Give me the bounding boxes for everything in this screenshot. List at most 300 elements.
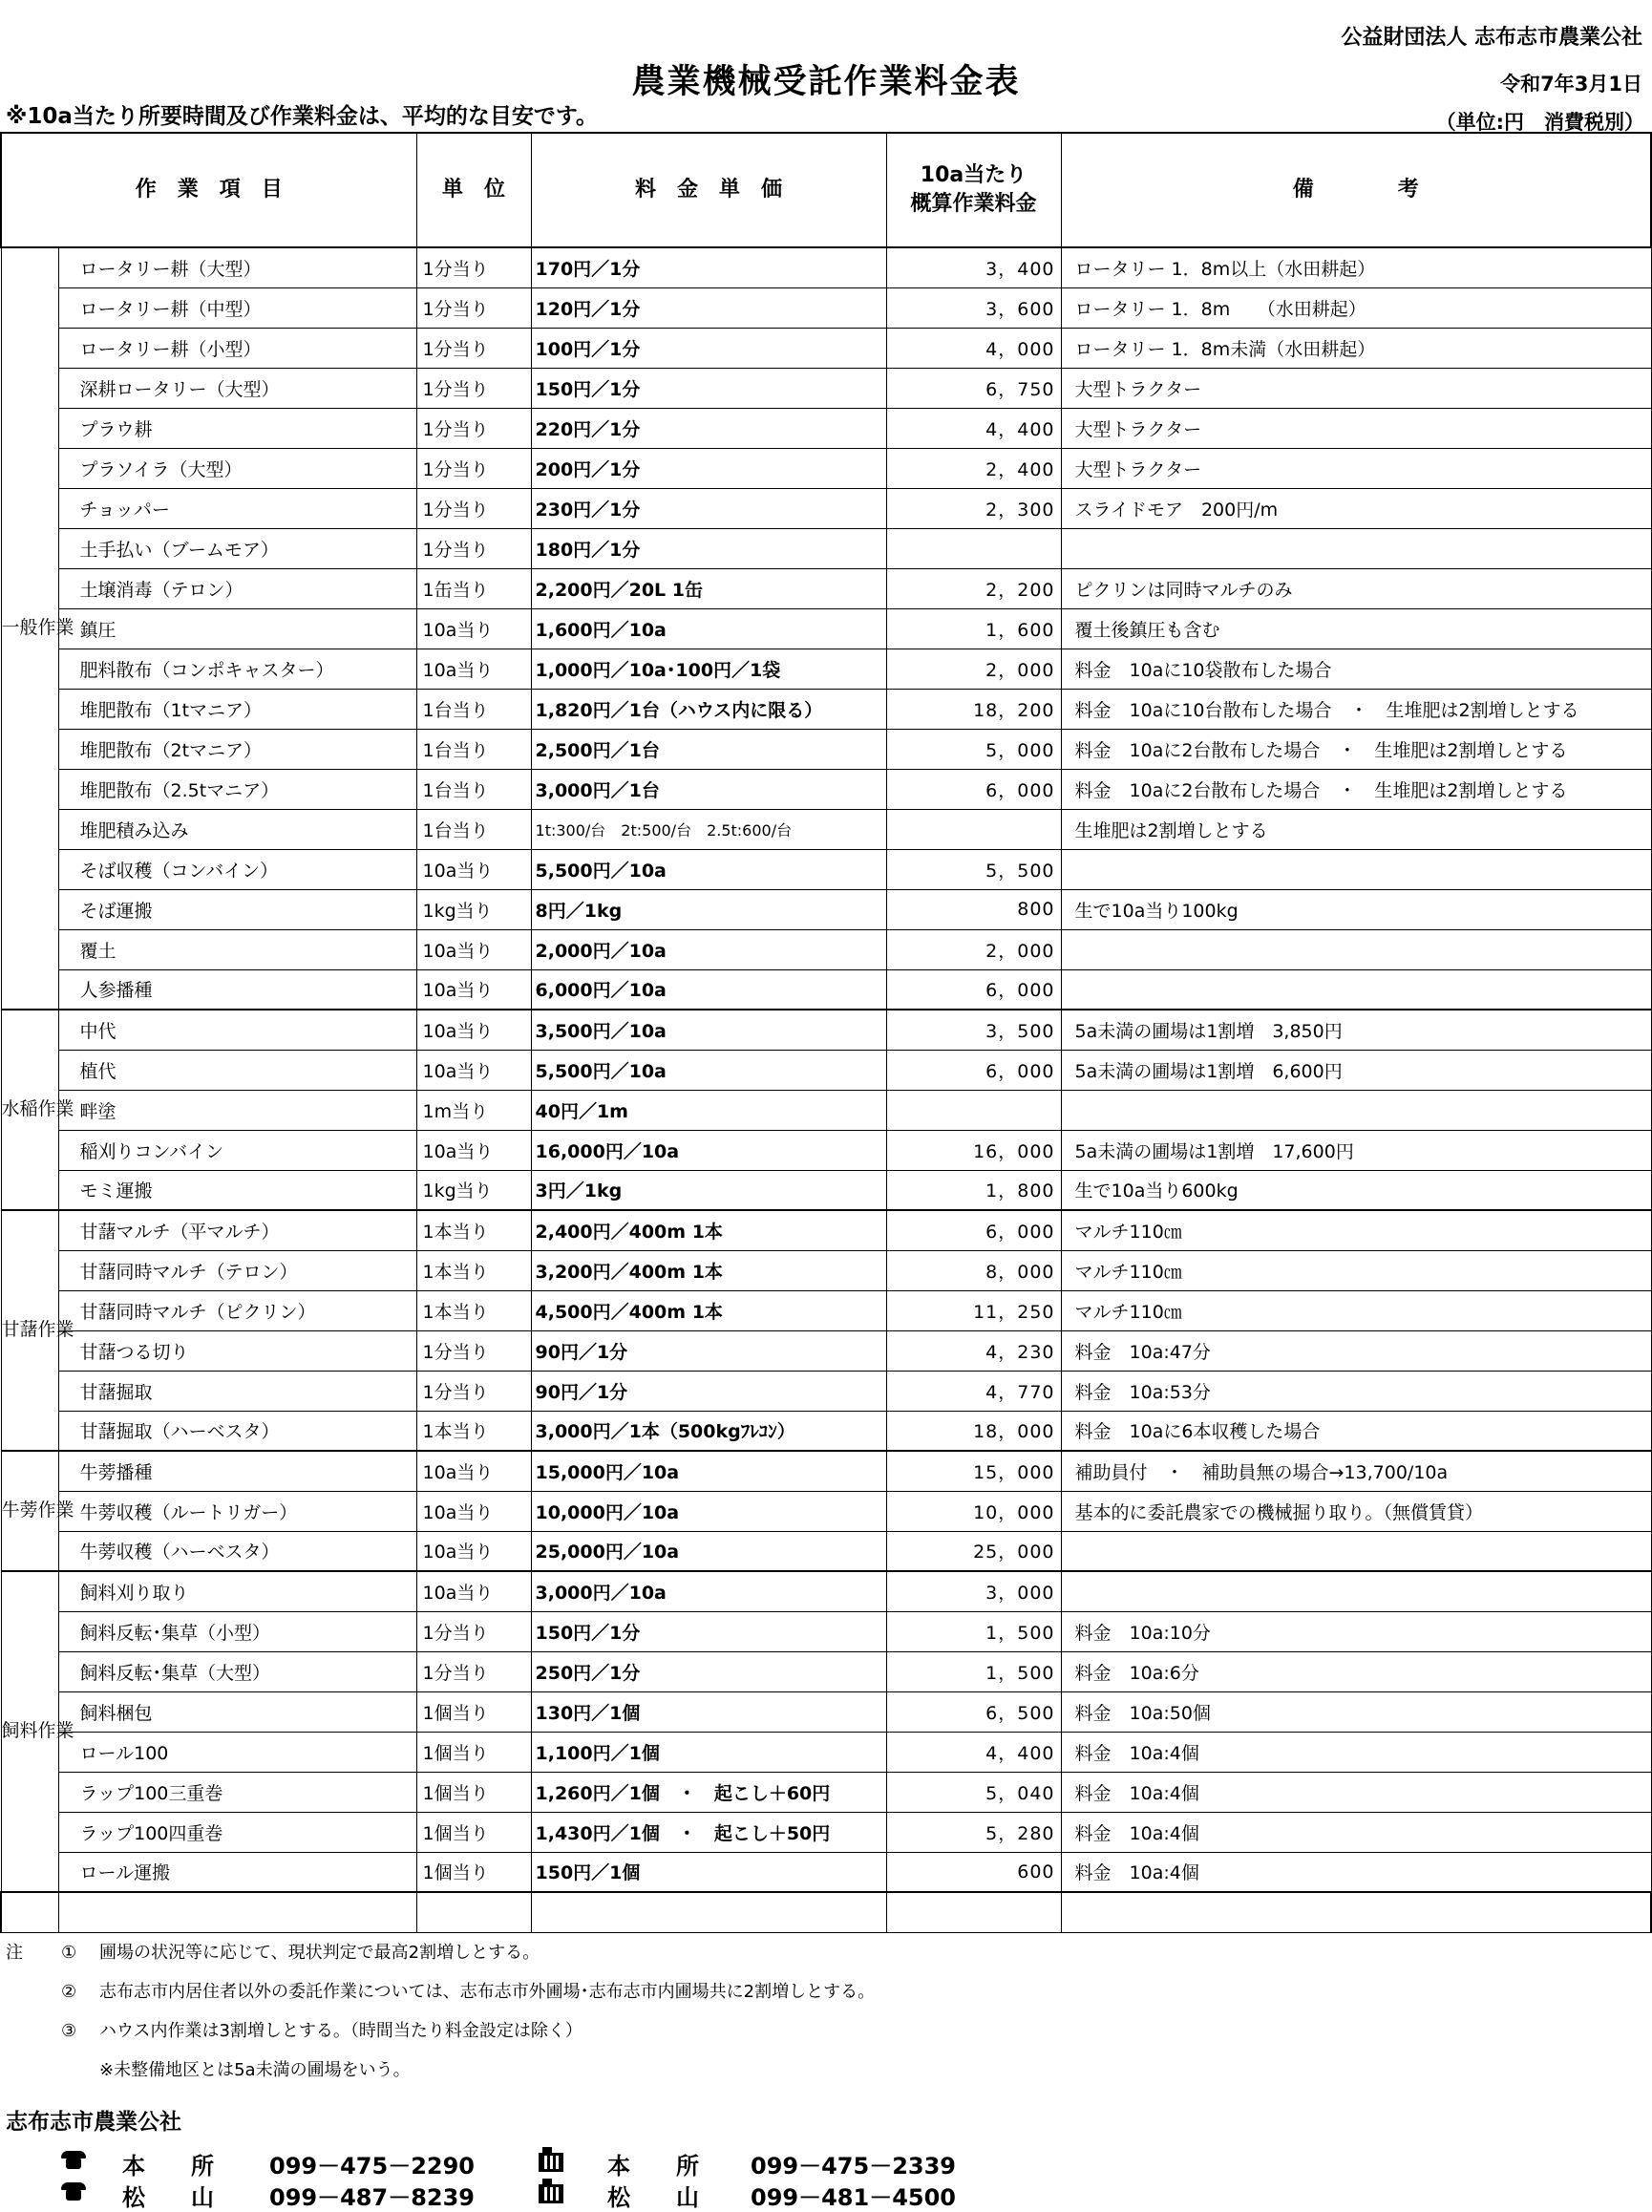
fee-table	[0, 132, 1652, 1933]
fee-cell	[886, 1090, 1061, 1130]
telephone-icon	[61, 2149, 86, 2170]
remark-cell: ロータリー 1．8m以上（水田耕起）	[1061, 247, 1651, 287]
table-row	[1, 328, 1651, 368]
item-cell: チョッパー	[58, 488, 416, 528]
remark-cell: 料金 10aに10袋散布した場合	[1061, 649, 1651, 689]
item-cell: 甘藷マルチ（平マルチ）	[58, 1210, 416, 1250]
unit-cell: 10a当り	[416, 1451, 531, 1491]
item-cell: ラップ100四重巻	[58, 1812, 416, 1852]
table-row	[1, 889, 1651, 929]
unit-cell: 10a当り	[416, 969, 531, 1010]
unit-cell: 1分当り	[416, 247, 531, 287]
unit-cell: 1本当り	[416, 1210, 531, 1250]
category-label: 水稲作業	[1, 1010, 58, 1210]
fee-cell: 2，300	[886, 488, 1061, 528]
price-cell: 6,000円／10a	[531, 969, 886, 1010]
item-cell: 植代	[58, 1050, 416, 1090]
table-body	[1, 247, 1651, 1932]
unit-cell: 1m当り	[416, 1090, 531, 1130]
price-cell: 2,200円／20L 1缶	[531, 568, 886, 608]
price-cell: 3,500円／10a	[531, 1010, 886, 1050]
table-row	[1, 1210, 1651, 1250]
table-row	[1, 969, 1651, 1010]
note-text: ハウス内作業は3割増しとする。（時間当たり料金設定は除く）	[99, 2021, 582, 2041]
price-cell: 250円／1分	[531, 1651, 886, 1691]
table-row	[1, 769, 1651, 809]
item-cell: 深耕ロータリー（大型）	[58, 368, 416, 408]
price-cell: 1,000円／10a･100円／1袋	[531, 649, 886, 689]
table-row	[1, 568, 1651, 608]
table-row	[1, 448, 1651, 488]
remark-cell: 覆土後鎮圧も含む	[1061, 608, 1651, 649]
item-cell: 堆肥散布（2tマニア）	[58, 729, 416, 769]
note-line	[6, 2017, 875, 2056]
price-cell: 180円／1分	[531, 528, 886, 568]
remark-cell: マルチ110㎝	[1061, 1290, 1651, 1330]
table-header-row	[1, 133, 1651, 247]
fee-cell: 1，800	[886, 1170, 1061, 1210]
remark-cell: 生堆肥は2割増しとする	[1061, 809, 1651, 849]
table-row	[1, 1451, 1651, 1491]
fee-cell: 3，000	[886, 1571, 1061, 1611]
contact-row	[61, 2179, 1016, 2211]
item-cell: ロータリー耕（大型）	[58, 247, 416, 287]
unit-cell: 1分当り	[416, 368, 531, 408]
price-cell: 3円／1kg	[531, 1170, 886, 1210]
item-cell: そば運搬	[58, 889, 416, 929]
category-label: 甘藷作業	[1, 1210, 58, 1451]
fee-cell: 2，200	[886, 568, 1061, 608]
fee-cell: 6，000	[886, 969, 1061, 1010]
note-number: ②	[61, 1982, 77, 2002]
price-cell: 3,000円／10a	[531, 1571, 886, 1611]
fax-icon	[539, 2179, 565, 2203]
table-row	[1, 1812, 1651, 1852]
remark-cell: 料金 10a:4個	[1061, 1732, 1651, 1772]
tel-number: 099－475－2290	[269, 2153, 475, 2180]
remark-cell: 大型トラクター	[1061, 408, 1651, 448]
price-cell: 10,000円／10a	[531, 1491, 886, 1531]
note-text: 志布志市内居住者以外の委託作業については、志布志市外圃場･志布志市内圃場共に2割増しとする。	[99, 1982, 876, 2002]
item-cell: 稲刈りコンバイン	[58, 1130, 416, 1170]
unit-cell: 10a当り	[416, 1050, 531, 1090]
table-row	[1, 1571, 1651, 1611]
unit-cell: 1kg当り	[416, 1170, 531, 1210]
item-cell: ロール100	[58, 1732, 416, 1772]
table-row	[1, 1010, 1651, 1050]
remark-cell: 生で10a当り100kg	[1061, 889, 1651, 929]
fee-cell: 4，770	[886, 1371, 1061, 1411]
remark-cell: 料金 10a:47分	[1061, 1330, 1651, 1371]
price-cell: 100円／1分	[531, 328, 886, 368]
price-cell: 150円／1分	[531, 1611, 886, 1651]
unit-cell: 1分当り	[416, 448, 531, 488]
price-cell: 90円／1分	[531, 1371, 886, 1411]
fee-cell	[886, 528, 1061, 568]
fee-cell: 6，000	[886, 1210, 1061, 1250]
table-row	[1, 368, 1651, 408]
fee-cell: 15，000	[886, 1451, 1061, 1491]
item-cell: 甘藷同時マルチ（テロン）	[58, 1250, 416, 1290]
fee-cell: 11，250	[886, 1290, 1061, 1330]
table-row	[1, 1371, 1651, 1411]
header-fee-line1: 10a当たり	[920, 163, 1027, 188]
price-cell: 16,000円／10a	[531, 1130, 886, 1170]
fee-cell: 10，000	[886, 1491, 1061, 1531]
item-cell: 堆肥積み込み	[58, 809, 416, 849]
unit-cell: 1個当り	[416, 1812, 531, 1852]
unit-cell: 1分当り	[416, 1651, 531, 1691]
item-cell: 畔塗	[58, 1090, 416, 1130]
fax-number: 099－475－2339	[751, 2153, 956, 2180]
remark-cell: 料金 10a:4個	[1061, 1852, 1651, 1892]
contact-row	[61, 2147, 1016, 2180]
table-row	[1, 1130, 1651, 1170]
unit-cell: 1本当り	[416, 1411, 531, 1451]
fee-cell: 6，000	[886, 769, 1061, 809]
price-cell: 220円／1分	[531, 408, 886, 448]
remark-cell: 料金 10a:53分	[1061, 1371, 1651, 1411]
fax-icon	[539, 2147, 565, 2172]
table-row	[1, 729, 1651, 769]
table-row	[1, 1290, 1651, 1330]
unit-note: （単位:円 消費税別）	[1435, 111, 1644, 134]
price-cell: 150円／1分	[531, 368, 886, 408]
table-row	[1, 1090, 1651, 1130]
unit-cell: 1個当り	[416, 1691, 531, 1732]
table-row	[1, 528, 1651, 568]
fee-cell: 6，500	[886, 1691, 1061, 1732]
remark-cell	[1061, 969, 1651, 1010]
fee-cell: 600	[886, 1852, 1061, 1892]
fee-cell: 4，400	[886, 1732, 1061, 1772]
unit-cell: 1分当り	[416, 488, 531, 528]
unit-cell: 1分当り	[416, 528, 531, 568]
item-cell: 覆土	[58, 929, 416, 969]
unit-cell: 1本当り	[416, 1250, 531, 1290]
price-cell: 40円／1m	[531, 1090, 886, 1130]
item-cell: 肥料散布（コンポキャスター）	[58, 649, 416, 689]
telephone-icon	[61, 2180, 86, 2201]
unit-cell: 1台当り	[416, 769, 531, 809]
fee-cell: 2，000	[886, 649, 1061, 689]
fee-cell: 5，000	[886, 729, 1061, 769]
remark-cell: 料金 10a:50個	[1061, 1691, 1651, 1732]
header-unit: 単 位	[416, 133, 531, 247]
table-row	[1, 1772, 1651, 1812]
fee-cell: 5，500	[886, 849, 1061, 889]
price-cell: 1,260円／1個 ・ 起こし＋60円	[531, 1772, 886, 1812]
unit-cell: 1台当り	[416, 689, 531, 729]
item-cell: そば収穫（コンバイン）	[58, 849, 416, 889]
blank-cell	[58, 1892, 416, 1932]
fee-cell: 5，280	[886, 1812, 1061, 1852]
remark-cell	[1061, 528, 1651, 568]
fee-cell: 1，600	[886, 608, 1061, 649]
fee-cell: 6，000	[886, 1050, 1061, 1090]
table-row	[1, 408, 1651, 448]
price-cell: 1,100円／1個	[531, 1732, 886, 1772]
price-cell: 1,430円／1個 ・ 起こし＋50円	[531, 1812, 886, 1852]
header-note: ※10a当たり所要時間及び作業料金は、平均的な目安です。	[6, 104, 599, 129]
table-row	[1, 247, 1651, 287]
item-cell: 堆肥散布（1tマニア）	[58, 689, 416, 729]
note-text: 圃場の状況等に応じて、現状判定で最高2割増しとする。	[99, 1943, 540, 1963]
fax-label: 松 山	[607, 2184, 699, 2211]
unit-cell: 1分当り	[416, 1611, 531, 1651]
footer-org-name: 志布志市農業公社	[6, 2110, 181, 2135]
header-price: 料 金 単 価	[531, 133, 886, 247]
fee-cell: 4，230	[886, 1330, 1061, 1371]
fee-cell: 3，600	[886, 287, 1061, 328]
fee-cell: 8，000	[886, 1250, 1061, 1290]
unit-cell: 10a当り	[416, 1571, 531, 1611]
remark-cell	[1061, 1571, 1651, 1611]
remark-cell	[1061, 1531, 1651, 1571]
price-cell: 130円／1個	[531, 1691, 886, 1732]
item-cell: ロータリー耕（小型）	[58, 328, 416, 368]
table-row	[1, 1330, 1651, 1371]
remark-cell: 5a未満の圃場は1割増 17,600円	[1061, 1130, 1651, 1170]
remark-cell: 料金 10a:10分	[1061, 1611, 1651, 1651]
note-line	[6, 1939, 875, 1978]
price-cell: 90円／1分	[531, 1330, 886, 1371]
notes-section	[6, 1939, 875, 2095]
table-row	[1, 287, 1651, 328]
item-cell: プラウ耕	[58, 408, 416, 448]
table-row	[1, 1531, 1651, 1571]
remark-cell: 5a未満の圃場は1割増 6,600円	[1061, 1050, 1651, 1090]
table-row	[1, 1611, 1651, 1651]
price-cell: 150円／1個	[531, 1852, 886, 1892]
unit-cell: 1個当り	[416, 1772, 531, 1812]
note-mark: 注	[6, 1943, 23, 1963]
remark-cell	[1061, 849, 1651, 889]
price-cell: 3,000円／1本（500kgﾌﾚｺﾝ）	[531, 1411, 886, 1451]
fee-cell: 2，400	[886, 448, 1061, 488]
header-item: 作 業 項 目	[1, 133, 416, 247]
price-cell: 230円／1分	[531, 488, 886, 528]
table-row	[1, 1491, 1651, 1531]
item-cell: 飼料梱包	[58, 1691, 416, 1732]
price-cell: 120円／1分	[531, 287, 886, 328]
price-cell: 1t:300/台 2t:500/台 2.5t:600/台	[531, 809, 886, 849]
remark-cell: 料金 10aに6本収穫した場合	[1061, 1411, 1651, 1451]
price-cell: 170円／1分	[531, 247, 886, 287]
price-cell: 15,000円／10a	[531, 1451, 886, 1491]
remark-cell: マルチ110㎝	[1061, 1250, 1651, 1290]
table-row	[1, 488, 1651, 528]
fee-cell: 18，000	[886, 1411, 1061, 1451]
blank-cell	[886, 1892, 1061, 1932]
remark-cell: スライドモア 200円/m	[1061, 488, 1651, 528]
remark-cell: 料金 10a:4個	[1061, 1812, 1651, 1852]
unit-cell: 1台当り	[416, 729, 531, 769]
item-cell: 鎮圧	[58, 608, 416, 649]
note-number: ③	[61, 2021, 77, 2041]
price-cell: 5,500円／10a	[531, 849, 886, 889]
table-row	[1, 1411, 1651, 1451]
price-cell: 3,000円／1台	[531, 769, 886, 809]
item-cell: 土手払い（ブームモア）	[58, 528, 416, 568]
unit-cell: 10a当り	[416, 1130, 531, 1170]
unit-cell: 1分当り	[416, 408, 531, 448]
blank-row	[1, 1892, 1651, 1932]
fee-cell: 25，000	[886, 1531, 1061, 1571]
price-cell: 3,200円／400m 1本	[531, 1250, 886, 1290]
item-cell: 土壌消毒（テロン）	[58, 568, 416, 608]
table-row	[1, 849, 1651, 889]
remark-cell: 補助員付 ・ 補助員無の場合→13,700/10a	[1061, 1451, 1651, 1491]
remark-cell	[1061, 929, 1651, 969]
price-cell: 1,600円／10a	[531, 608, 886, 649]
price-cell: 25,000円／10a	[531, 1531, 886, 1571]
item-cell: 牛蒡収穫（ルートリガー）	[58, 1491, 416, 1531]
blank-cell	[531, 1892, 886, 1932]
remark-cell: 5a未満の圃場は1割増 3,850円	[1061, 1010, 1651, 1050]
table-row	[1, 1651, 1651, 1691]
table-row	[1, 809, 1651, 849]
price-cell: 2,500円／1台	[531, 729, 886, 769]
table-row	[1, 929, 1651, 969]
unit-cell: 10a当り	[416, 849, 531, 889]
remark-cell: マルチ110㎝	[1061, 1210, 1651, 1250]
fee-cell: 800	[886, 889, 1061, 929]
remark-cell: 料金 10aに2台散布した場合 ・ 生堆肥は2割増しとする	[1061, 769, 1651, 809]
item-cell: 牛蒡播種	[58, 1451, 416, 1491]
fee-cell: 3，500	[886, 1010, 1061, 1050]
category-label: 牛蒡作業	[1, 1451, 58, 1571]
remark-cell: 生で10a当り600kg	[1061, 1170, 1651, 1210]
tel-label: 松 山	[122, 2184, 214, 2211]
fax-number: 099－481－4500	[751, 2184, 956, 2211]
remark-cell: ロータリー 1．8m （水田耕起）	[1061, 287, 1651, 328]
unit-cell: 1分当り	[416, 328, 531, 368]
fee-cell: 2，000	[886, 929, 1061, 969]
unit-cell: 10a当り	[416, 929, 531, 969]
unit-cell: 10a当り	[416, 1010, 531, 1050]
blank-cell	[1061, 1892, 1651, 1932]
organization-name: 公益財団法人 志布志市農業公社	[1341, 26, 1642, 50]
unit-cell: 1本当り	[416, 1290, 531, 1330]
tel-label: 本 所	[122, 2153, 214, 2180]
item-cell: 甘藷掘取（ハーベスタ）	[58, 1411, 416, 1451]
remark-cell: 料金 10a:6分	[1061, 1651, 1651, 1691]
fee-cell: 5，040	[886, 1772, 1061, 1812]
unit-cell: 1缶当り	[416, 568, 531, 608]
item-cell: プラソイラ（大型）	[58, 448, 416, 488]
table-row	[1, 1691, 1651, 1732]
price-cell: 4,500円／400m 1本	[531, 1290, 886, 1330]
remark-cell: ロータリー 1．8m未満（水田耕起）	[1061, 328, 1651, 368]
fee-cell	[886, 809, 1061, 849]
fee-cell: 18，200	[886, 689, 1061, 729]
item-cell: ラップ100三重巻	[58, 1772, 416, 1812]
remark-cell: ピクリンは同時マルチのみ	[1061, 568, 1651, 608]
issue-date: 令和7年3月1日	[1500, 73, 1642, 96]
table-row	[1, 1732, 1651, 1772]
unit-cell: 1個当り	[416, 1852, 531, 1892]
note-line	[6, 1978, 875, 2017]
table-row	[1, 689, 1651, 729]
note-line	[6, 2056, 875, 2095]
item-cell: 人参播種	[58, 969, 416, 1010]
category-label: 一般作業	[1, 247, 58, 1010]
header-remark: 備 考	[1061, 133, 1651, 247]
item-cell: 堆肥散布（2.5tマニア）	[58, 769, 416, 809]
price-cell: 8円／1kg	[531, 889, 886, 929]
unit-cell: 1分当り	[416, 287, 531, 328]
item-cell: 甘藷掘取	[58, 1371, 416, 1411]
header-fee-line2: 概算作業料金	[910, 192, 1037, 216]
price-cell: 2,400円／400m 1本	[531, 1210, 886, 1250]
item-cell: 飼料反転･集草（大型）	[58, 1651, 416, 1691]
fee-cell: 4，000	[886, 328, 1061, 368]
fee-cell: 6，750	[886, 368, 1061, 408]
unit-cell: 10a当り	[416, 1531, 531, 1571]
remark-cell	[1061, 1090, 1651, 1130]
item-cell: ロール運搬	[58, 1852, 416, 1892]
price-cell: 5,500円／10a	[531, 1050, 886, 1090]
fee-cell: 1，500	[886, 1611, 1061, 1651]
fee-cell: 1，500	[886, 1651, 1061, 1691]
blank-cell	[416, 1892, 531, 1932]
item-cell: 飼料反転･集草（小型）	[58, 1611, 416, 1651]
fee-cell: 16，000	[886, 1130, 1061, 1170]
item-cell: モミ運搬	[58, 1170, 416, 1210]
table-row	[1, 1050, 1651, 1090]
unit-cell: 1台当り	[416, 809, 531, 849]
unit-cell: 10a当り	[416, 608, 531, 649]
table-row	[1, 1250, 1651, 1290]
item-cell: 甘藷つる切り	[58, 1330, 416, 1371]
price-cell: 1,820円／1台（ハウス内に限る）	[531, 689, 886, 729]
remark-cell: 大型トラクター	[1061, 368, 1651, 408]
remark-cell: 料金 10a:4個	[1061, 1772, 1651, 1812]
blank-cell	[1, 1892, 58, 1932]
fee-cell: 3，400	[886, 247, 1061, 287]
category-label: 飼料作業	[1, 1571, 58, 1892]
unit-cell: 1kg当り	[416, 889, 531, 929]
unit-cell: 10a当り	[416, 649, 531, 689]
page-title: 農業機械受託作業料金表	[631, 63, 1021, 101]
note-number: ①	[61, 1943, 77, 1963]
fax-label: 本 所	[607, 2153, 699, 2180]
unit-cell: 1分当り	[416, 1330, 531, 1371]
unit-cell: 10a当り	[416, 1491, 531, 1531]
item-cell: 飼料刈り取り	[58, 1571, 416, 1611]
table-row	[1, 608, 1651, 649]
item-cell: 牛蒡収穫（ハーベスタ）	[58, 1531, 416, 1571]
table-row	[1, 1852, 1651, 1892]
remark-cell: 料金 10aに2台散布した場合 ・ 生堆肥は2割増しとする	[1061, 729, 1651, 769]
remark-cell: 料金 10aに10台散布した場合 ・ 生堆肥は2割増しとする	[1061, 689, 1651, 729]
remark-cell: 基本的に委託農家での機械掘り取り。（無償賃貸）	[1061, 1491, 1651, 1531]
unit-cell: 1分当り	[416, 1371, 531, 1411]
remark-cell: 大型トラクター	[1061, 448, 1651, 488]
tel-number: 099－487－8239	[269, 2184, 475, 2211]
price-cell: 200円／1分	[531, 448, 886, 488]
table-row	[1, 1170, 1651, 1210]
item-cell: ロータリー耕（中型）	[58, 287, 416, 328]
fee-cell: 4，400	[886, 408, 1061, 448]
note-text: ※未整備地区とは5a未満の圃場をいう。	[99, 2060, 411, 2080]
header-fee	[886, 133, 1061, 247]
item-cell: 甘藷同時マルチ（ピクリン）	[58, 1290, 416, 1330]
item-cell: 中代	[58, 1010, 416, 1050]
table-row	[1, 649, 1651, 689]
unit-cell: 1個当り	[416, 1732, 531, 1772]
